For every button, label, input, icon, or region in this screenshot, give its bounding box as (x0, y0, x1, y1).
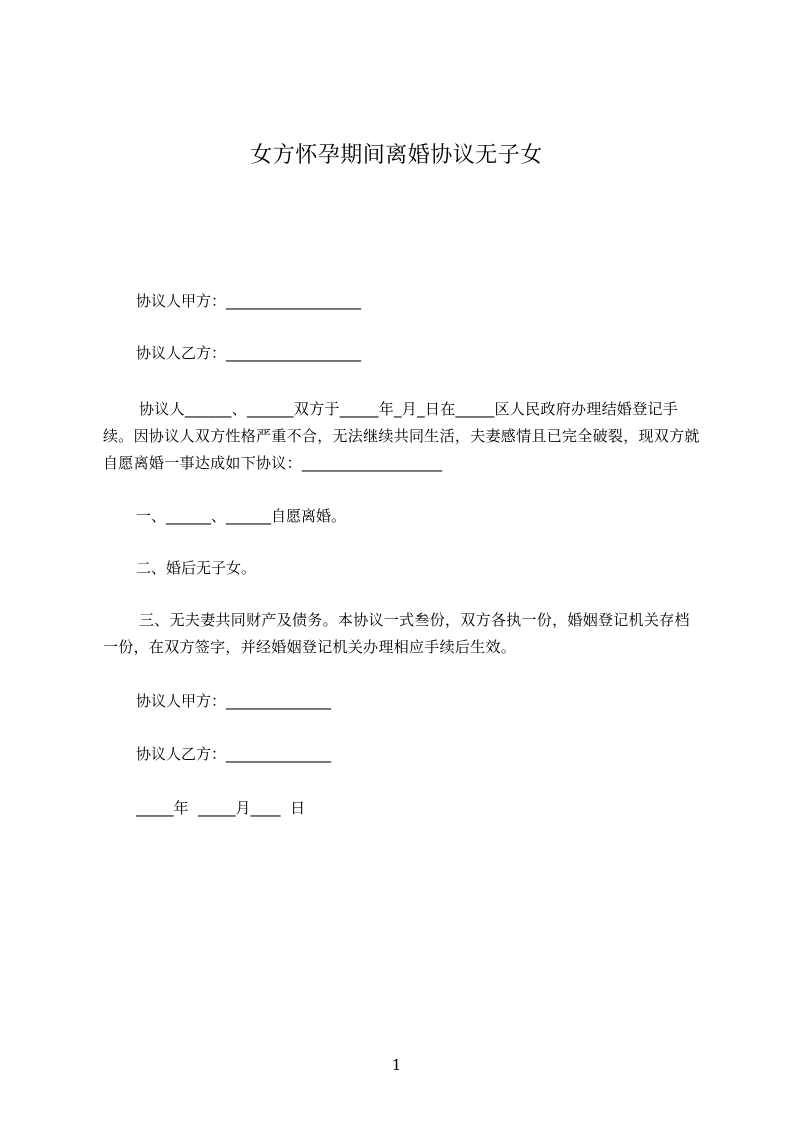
date-line: _____年 _____月____ 日 (136, 799, 306, 817)
clause-3-paragraph: 三、无夫妻共同财产及债务。本协议一式叁份，双方各执一份，婚姻登记机关存档一份，在双方签字，并经婚姻登记机关办理相应手续后生效。 (103, 611, 690, 656)
party-a-line-top: 协议人甲方：__________________ (136, 292, 362, 310)
party-a-signature-line: 协议人甲方：______________ (136, 692, 332, 710)
clause-2: 二、婚后无子女。 (136, 559, 257, 577)
party-b-line-top: 协议人乙方：__________________ (136, 344, 362, 362)
preamble-paragraph: 协议人______、______双方于_____年_月_日在_____区人民政府办理结婚登记手续。因协议人双方性格严重不合，无法继续共同生活，夫妻感情且已完全破裂，现双方就自愿离婚一事达成如下协议：__________________ (103, 400, 700, 472)
clause-1: 一、______、______自愿离婚。 (136, 507, 347, 525)
page-number: 1 (391, 1056, 402, 1074)
document-title: 女方怀孕期间离婚协议无子女 (250, 143, 543, 168)
party-b-signature-line: 协议人乙方：______________ (136, 745, 332, 763)
